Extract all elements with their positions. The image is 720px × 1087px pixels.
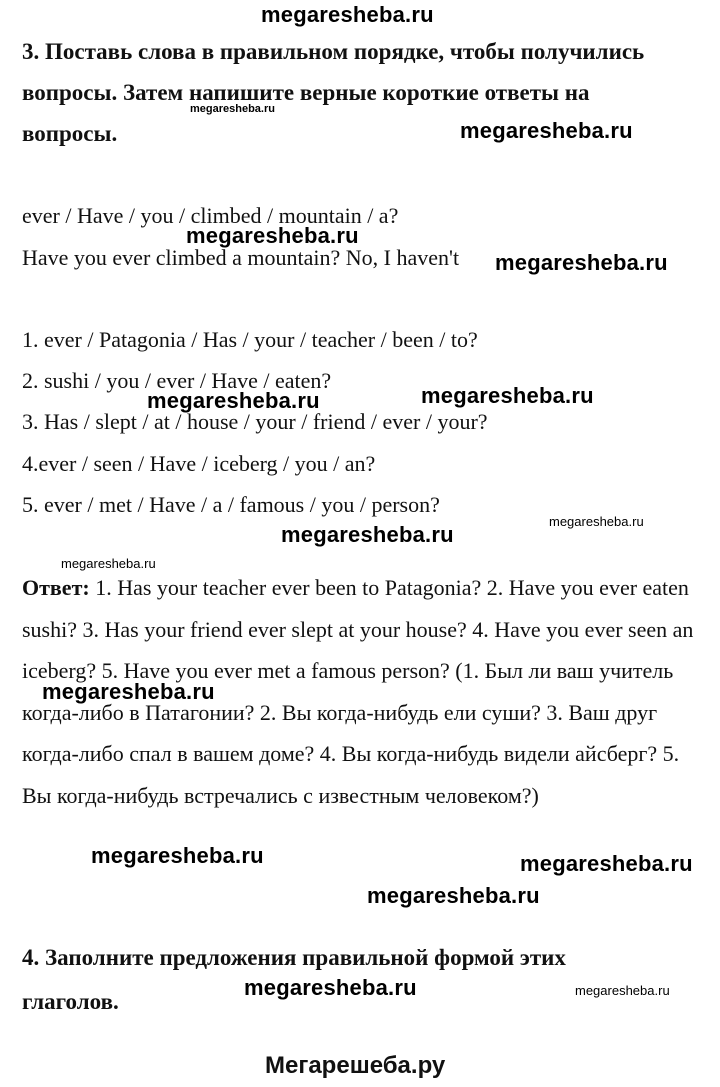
watermark-4: megaresheba.ru	[495, 250, 668, 275]
watermark-12: megaresheba.ru	[244, 975, 417, 1000]
task3-heading-line2: вопросы. Затем напишите верные короткие ответы на	[22, 80, 590, 105]
answer-label: Ответ:	[22, 575, 90, 600]
example-words: ever / Have / you / climbed / mountain / a?	[22, 203, 399, 228]
item-2: 2. sushi / you / ever / Have / eaten?	[22, 368, 332, 393]
watermark-9: megaresheba.ru	[91, 843, 264, 868]
task3-heading-line3: вопросы.	[22, 121, 118, 146]
watermark-tiny-1: megaresheba.ru	[190, 103, 275, 115]
watermark-2: megaresheba.ru	[460, 118, 633, 143]
item-4: 4.ever / seen / Have / iceberg / you / an?	[22, 451, 376, 476]
answer-text: 1. Has your teacher ever been to Patagonia? 2. Have you ever eaten sushi? 3. Has your friend ever slept at your house? 4. Have you ever seen an iceberg? 5. Have you ever met a famous person? (1. Был ли ваш учитель когда-либо в Патагонии? 2. Вы когда-нибудь ели суши? 3. Ваш друг когда-либо спал в вашем доме? 4. Вы когда-нибудь видели айсберг? 5. Вы когда-нибудь встречались с известным человеком?)	[22, 575, 694, 808]
watermark-8: megaresheba.ru	[42, 679, 215, 704]
task4-heading-line1: 4. Заполните предложения правильной формой этих	[22, 945, 566, 970]
task3-heading-line1: 3. Поставь слова в правильном порядке, чтобы получились	[22, 39, 645, 64]
item-5: 5. ever / met / Have / a / famous / you / person?	[22, 492, 440, 517]
item-3: 3. Has / slept / at / house / your / friend / ever / your?	[22, 409, 488, 434]
watermark-small-3: megaresheba.ru	[575, 983, 670, 998]
watermark-11: megaresheba.ru	[367, 883, 540, 908]
watermark-7: megaresheba.ru	[281, 522, 454, 547]
item-1: 1. ever / Patagonia / Has / your / teacher / been / to?	[22, 327, 478, 352]
watermark-small-1: megaresheba.ru	[549, 514, 644, 529]
watermark-6: megaresheba.ru	[147, 388, 320, 413]
example-answer: Have you ever climbed a mountain? No, I haven't	[22, 245, 460, 270]
watermark-5: megaresheba.ru	[421, 383, 594, 408]
watermark-small-2: megaresheba.ru	[61, 556, 156, 571]
footer-site-name: Мегарешеба.ру	[265, 1052, 446, 1079]
task4-heading-line2: глаголов.	[22, 989, 119, 1014]
watermark-3: megaresheba.ru	[186, 223, 359, 248]
watermark-10: megaresheba.ru	[520, 851, 693, 876]
watermark-top: megaresheba.ru	[261, 2, 434, 27]
